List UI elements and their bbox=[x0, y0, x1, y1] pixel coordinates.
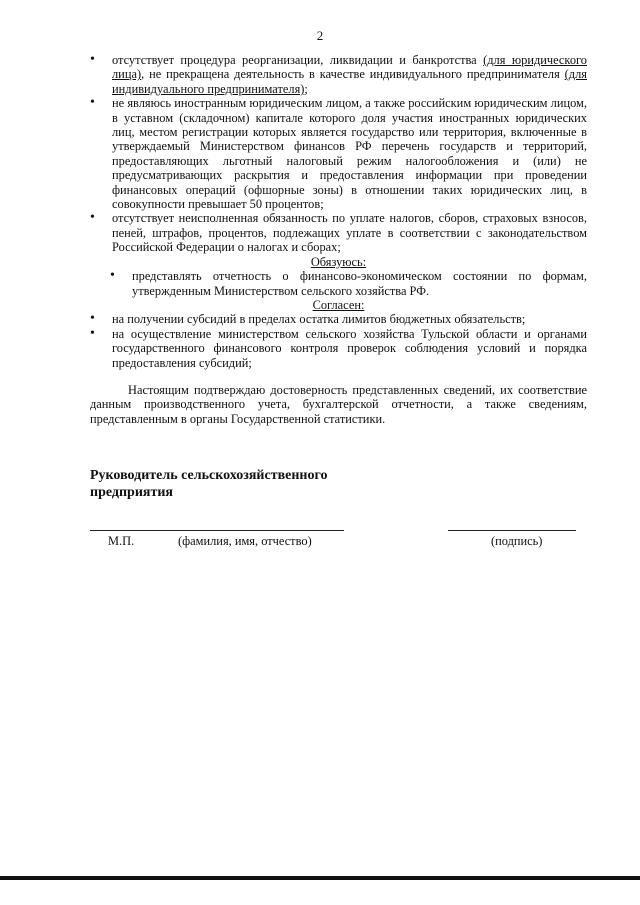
signatory-title bbox=[90, 467, 328, 501]
declaration-item bbox=[90, 53, 587, 96]
item-text: , не прекращена деятельность в качестве индивидуального предпринимателя bbox=[141, 67, 565, 82]
consent-item: • на осуществление министерством сельского хозяйства Тульской области и органами государственного финансового контроля проверок соблюдения условий и порядка предоставления субсидий; bbox=[90, 327, 587, 370]
underlined-text: (для индивидуального предпринимателя) bbox=[112, 67, 587, 96]
signatory-line-2: предприятия bbox=[90, 485, 173, 500]
item-text: отсутствует неисполненная обязанность по уплате налогов, сборов, страховых взносов, пеней, штрафов, процентов, подлежащих уплате в соответствии с законодательством Российской Федерации о налогах и сборах; bbox=[112, 211, 587, 255]
stamp-label: М.П. bbox=[108, 534, 135, 548]
item-text: не являюсь иностранным юридическим лицом, а также российским юридическим лицом, в уставном (складочном) капитале которого доля участия иностранных юридических лиц, местом регистрации которых является государство или территория, включенные в утверждаемый Министерством финансов РФ перечень государств и территорий, предоставляющих льготный налоговый режим налогообложения и (или) не предусматривающих раскрытия и предоставления информации при проведении финансовых операций (офшорные зоны) в отношении таких юридических лиц, в совокупности превышает 50 процентов; bbox=[112, 96, 587, 212]
item-text: ; bbox=[304, 81, 308, 96]
name-caption: (фамилия, имя, отчество) bbox=[178, 534, 312, 548]
bottom-rule bbox=[0, 876, 640, 880]
signatory-line-1: Руководитель сельскохозяйственного bbox=[90, 468, 328, 483]
obligation-item: • представлять отчетность о финансово-экономическом состоянии по формам, утвержденным Министерством сельского хозяйства РФ. bbox=[90, 269, 587, 298]
declaration-item bbox=[90, 96, 587, 211]
obligation-heading: Обязуюсь: bbox=[310, 254, 367, 269]
signature-line bbox=[448, 530, 576, 531]
declaration-item bbox=[90, 211, 587, 254]
declaration-list bbox=[90, 53, 587, 255]
item-text: отсутствует процедура реорганизации, ликвидации и банкротства bbox=[112, 53, 484, 67]
underlined-text: (для юридического лица) bbox=[112, 53, 587, 82]
confirmation-paragraph: Настоящим подтверждаю достоверность представленных сведений, их соответствие данным производственного учета, бухгалтерской отчетности, а также сведениям, представленным в органы Государственной статистики. bbox=[90, 382, 587, 426]
page-number: 2 bbox=[316, 28, 324, 43]
signature-caption: (подпись) bbox=[491, 534, 543, 548]
consent-list bbox=[90, 312, 587, 370]
consent-heading: Согласен: bbox=[312, 297, 365, 312]
consent-item: • на получении субсидий в пределах остатка лимитов бюджетных обязательств; bbox=[90, 312, 587, 326]
name-signature-line bbox=[90, 530, 344, 531]
obligation-list bbox=[90, 269, 587, 298]
document-body bbox=[90, 53, 587, 439]
